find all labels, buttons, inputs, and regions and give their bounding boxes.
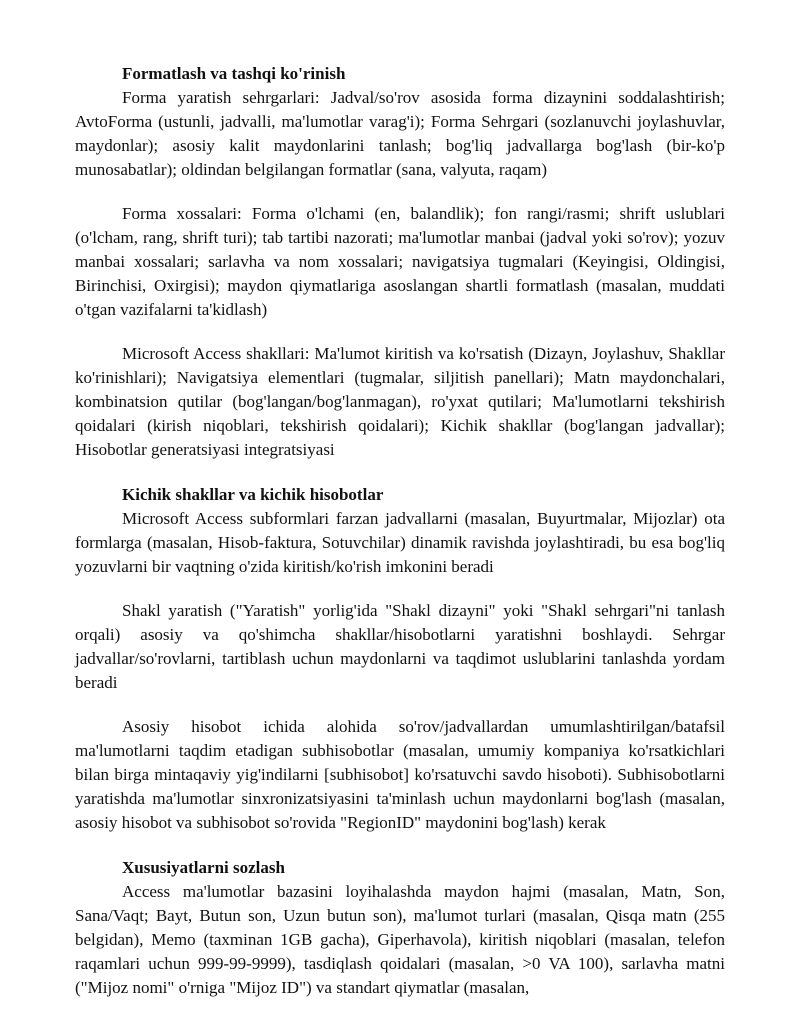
- paragraph: Forma xossalari: Forma o'lchami (en, balandlik); fon rangi/rasmi; shrift uslublari (o'lcham, rang, shrift turi); tab tartibi nazorati; ma'lumotlar manbai (jadval yoki so'rov); yozuv manbai xossalari; sarlavha va nom xossalari; navigatsiya tugmalari (Keyingisi, Oldingisi, Birinchisi, Oxirgisi); maydon qiymatlariga asoslangan shartli formatlash (masalan, muddati o'tgan vazifalarni ta'kidlash): [75, 204, 725, 319]
- paragraph: Microsoft Access shakllari: Ma'lumot kiritish va ko'rsatish (Dizayn, Joylashuv, Shakllar ko'rinishlari); Navigatsiya elementlari (tugmalar, siljitish panellari); Matn maydonchalari, kombinatsion qutilar (bog'langan/bog'lanmagan), ro'yxat qutilari; Ma'lumotlarni tekshirish qoidalari (kirish niqoblari, tekshirish qoidalari); Kichik shakllar (bog'langan jadvallar); Hisobotlar generatsiyasi integratsiyasi: [75, 344, 725, 459]
- paragraph: Asosiy hisobot ichida alohida so'rov/jadvallardan umumlashtirilgan/batafsil ma'lumotlarni taqdim etadigan subhisobotlar (masalan, umumiy kompaniya ko'rsatkichlari bilan birga mintaqaviy yig'indilarni [subhisobot] ko'rsatuvchi savdo hisoboti). Subhisobotlarni yaratishda ma'lumotlar sinxronizatsiyasini ta'minlash uchun maydonlarni bog'lash (masalan, asosiy hisobot va subhisobot so'rovida "RegionID" maydonini bog'lash) kerak: [75, 717, 725, 832]
- section-property-settings: [75, 856, 725, 1000]
- section-heading: Xususiyatlarni sozlash: [122, 858, 285, 877]
- paragraph: Microsoft Access subformlari farzan jadvallarni (masalan, Buyurtmalar, Mijozlar) ota formlarga (masalan, Hisob-faktura, Sotuvchilar) dinamik ravishda joylashtiradi, bu esa bog'liq yozuvlarni bir vaqtning o'zida kiritish/ko'rish imkonini beradi: [75, 509, 725, 576]
- document-page: [75, 62, 725, 1000]
- section-formatting: [75, 62, 725, 462]
- section-heading: Kichik shakllar va kichik hisobotlar: [122, 485, 384, 504]
- section-heading: Formatlash va tashqi ko'rinish: [122, 64, 346, 83]
- paragraph: Access ma'lumotlar bazasini loyihalashda maydon hajmi (masalan, Matn, Son, Sana/Vaqt; Bayt, Butun son, Uzun butun son), ma'lumot turlari (masalan, Qisqa matn (255 belgidan), Memo (taxminan 1GB gacha), Giperhavola), kiritish niqoblari (masalan, telefon raqamlari uchun 999-99-9999), tasdiqlash qoidalari (masalan, >0 VA 100), sarlavha matni ("Mijoz nomi" o'rniga "Mijoz ID") va standart qiymatlar (masalan,: [75, 882, 725, 997]
- section-subforms-subreports: [75, 483, 725, 835]
- paragraph: Forma yaratish sehrgarlari: Jadval/so'rov asosida forma dizaynini soddalashtirish; AvtoForma (ustunli, jadvalli, ma'lumotlar varag'i); Forma Sehrgari (sozlanuvchi joylashuvlar, maydonlar); asosiy kalit maydonlarini tanlash; bog'liq jadvallarga bog'lash (bir-ko'p munosabatlar); oldindan belgilangan formatlar (sana, valyuta, raqam): [75, 88, 725, 179]
- paragraph: Shakl yaratish ("Yaratish" yorlig'ida "Shakl dizayni" yoki "Shakl sehrgari"ni tanlash orqali) asosiy va qo'shimcha shakllar/hisobotlarni yaratishni boshlaydi. Sehrgar jadvallar/so'rovlarni, tartiblash uchun maydonlarni va taqdimot uslublarini tanlashda yordam beradi: [75, 601, 725, 692]
